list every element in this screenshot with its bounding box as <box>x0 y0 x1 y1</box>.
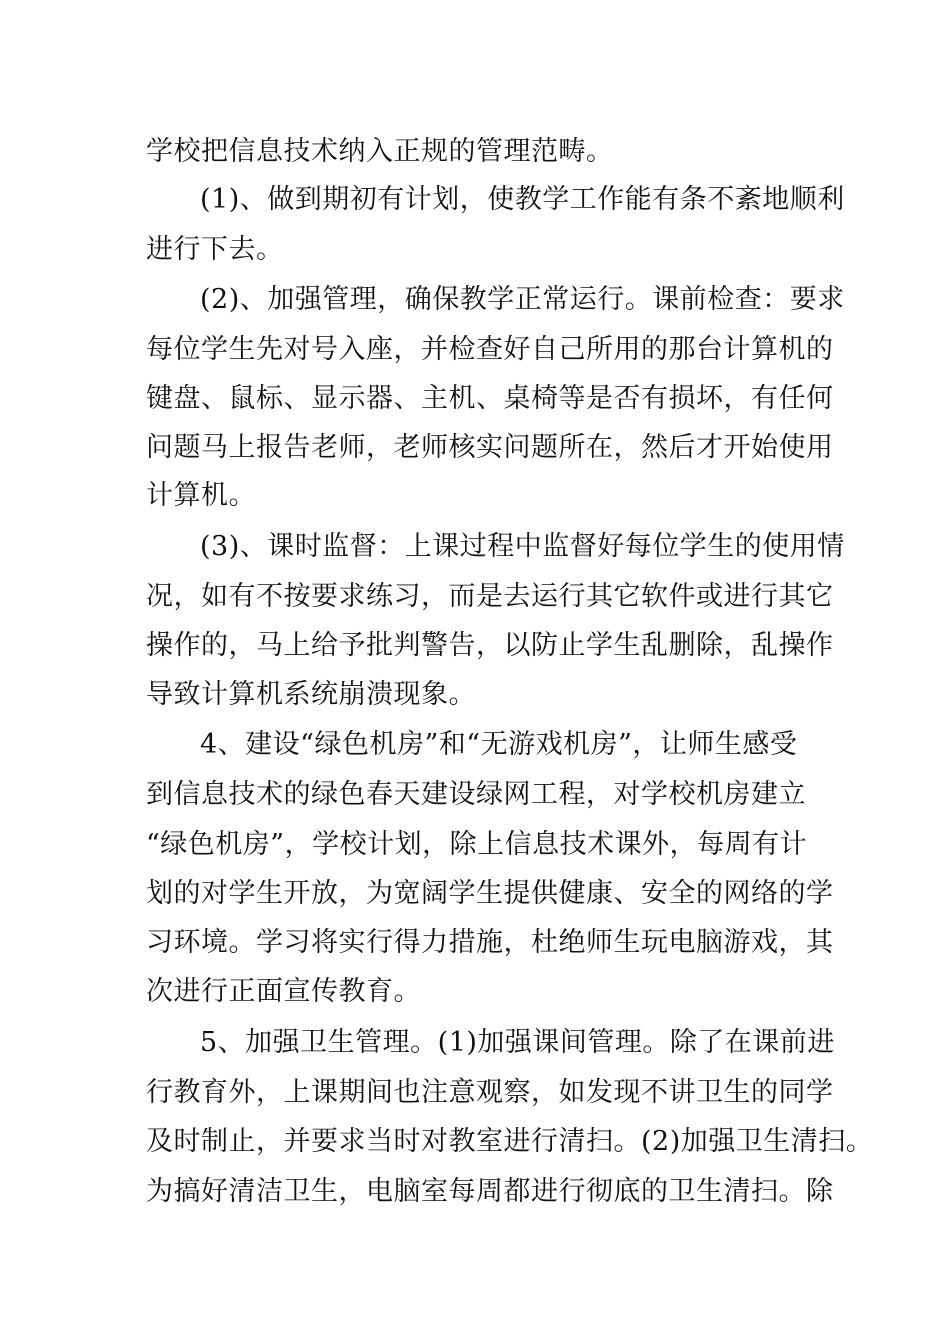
text-line-17: 习环境。学习将实行得力措施，杜绝师生玩电脑游戏，其 <box>146 927 834 958</box>
text-line-13: 4、建设“绿色机房”和“无游戏机房”，让师生感受 <box>200 729 798 760</box>
text-line-11: 操作的，马上给予批判警告，以防止学生乱删除，乱操作 <box>146 630 834 661</box>
text-line-10: 况，如有不按要求练习，而是去运行其它软件或进行其它 <box>146 581 834 612</box>
text-line-12: 导致计算机系统崩溃现象。 <box>146 679 476 710</box>
text-line-18: 次进行正面宣传教育。 <box>146 976 421 1007</box>
text-line-4: (2)、加强管理，确保教学正常运行。课前检查：要求 <box>200 284 845 315</box>
text-line-7: 问题马上报告老师，老师核实问题所在，然后才开始使用 <box>146 432 834 463</box>
text-line-3: 进行下去。 <box>146 234 284 265</box>
text-line-16: 划的对学生开放，为宽阔学生提供健康、安全的网络的学 <box>146 878 834 909</box>
text-line-20: 行教育外，上课期间也注意观察，如发现不讲卫生的同学 <box>146 1077 834 1108</box>
text-line-1: 学校把信息技术纳入正规的管理范畴。 <box>146 136 614 167</box>
text-line-6: 键盘、鼠标、显示器、主机、桌椅等是否有损坏，有任何 <box>146 383 834 414</box>
text-line-15: “绿色机房”，学校计划，除上信息技术课外，每周有计 <box>146 829 808 860</box>
text-line-22: 为搞好清洁卫生，电脑室每周都进行彻底的卫生清扫。除 <box>146 1176 834 1207</box>
text-line-14: 到信息技术的绿色春天建设绿网工程，对学校机房建立 <box>146 779 806 810</box>
text-line-19: 5、加强卫生管理。(1)加强课间管理。除了在课前进 <box>200 1027 835 1058</box>
text-line-5: 每位学生先对号入座，并检查好自己所用的那台计算机的 <box>146 334 834 365</box>
text-line-8: 计算机。 <box>146 480 256 511</box>
text-line-21: 及时制止，并要求当时对教室进行清扫。(2)加强卫生清扫。 <box>146 1126 874 1157</box>
text-line-9: (3)、课时监督：上课过程中监督好每位学生的使用情 <box>200 531 845 562</box>
text-line-2: (1)、做到期初有计划，使教学工作能有条不紊地顺利 <box>200 184 845 215</box>
